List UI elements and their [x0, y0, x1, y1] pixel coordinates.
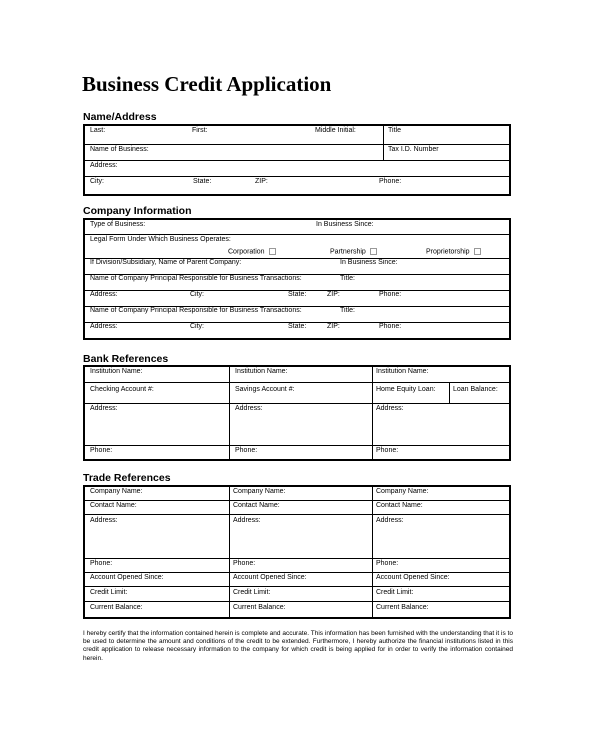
proprietorship-option[interactable] — [426, 248, 481, 256]
certification-statement: I hereby certify that the information contained herein is complete and accurate. This information has been furnished with the understanding that it is to be used to determine the amount and conditions of the credit to be extended. Furthermore, I hereby authorize the financial institutions listed in this credit application to release necessary information to the company for which credit is being applied for in order to verify the information contained herein. — [83, 630, 513, 662]
bank-2-address-field[interactable]: Address: — [235, 405, 263, 412]
name-address-box — [83, 124, 511, 196]
in-business-since-field[interactable]: In Business Since: — [316, 221, 374, 228]
partnership-option[interactable] — [330, 248, 377, 256]
trade-2-account-opened-field[interactable]: Account Opened Since: — [233, 574, 307, 581]
company-information-heading: Company Information — [83, 205, 192, 217]
middle-initial-field[interactable]: Middle Initial: — [315, 127, 356, 134]
trade-1-current-balance-field[interactable]: Current Balance: — [90, 604, 143, 611]
trade-2-company-field[interactable]: Company Name: — [233, 488, 286, 495]
corporation-option[interactable] — [228, 248, 276, 256]
trade-2-address-field[interactable]: Address: — [233, 517, 261, 524]
trade-3-credit-limit-field[interactable]: Credit Limit: — [376, 589, 414, 596]
principal-1-title-field[interactable]: Title: — [340, 275, 355, 282]
checking-account-field[interactable]: Checking Account #: — [90, 386, 154, 393]
trade-1-phone-field[interactable]: Phone: — [90, 560, 113, 567]
principal-2-city-field[interactable]: City: — [190, 323, 204, 330]
trade-1-address-field[interactable]: Address: — [90, 517, 118, 524]
principal-2-state-field[interactable]: State: — [288, 323, 307, 330]
trade-3-phone-field[interactable]: Phone: — [376, 560, 399, 567]
trade-1-contact-field[interactable]: Contact Name: — [90, 502, 137, 509]
bank-2-institution-field[interactable]: Institution Name: — [235, 368, 288, 375]
bank-references-heading: Bank References — [83, 353, 169, 365]
tax-id-field[interactable]: Tax I.D. Number — [388, 146, 439, 153]
home-equity-loan-field[interactable]: Home Equity Loan: — [376, 386, 436, 393]
principal-2-name-field[interactable]: Name of Company Principal Responsible for Business Transactions: — [90, 307, 302, 314]
trade-2-current-balance-field[interactable]: Current Balance: — [233, 604, 286, 611]
last-name-field[interactable]: Last: — [90, 127, 106, 134]
trade-3-contact-field[interactable]: Contact Name: — [376, 502, 423, 509]
name-address-heading: Name/Address — [83, 111, 157, 123]
principal-1-address-field[interactable]: Address: — [90, 291, 118, 298]
parent-company-field[interactable]: If Division/Subsidiary, Name of Parent Company: — [90, 259, 242, 266]
trade-references-heading: Trade References — [83, 472, 171, 484]
trade-references-box — [83, 485, 511, 619]
trade-3-address-field[interactable]: Address: — [376, 517, 404, 524]
bank-2-phone-field[interactable]: Phone: — [235, 447, 258, 454]
principal-2-address-field[interactable]: Address: — [90, 323, 118, 330]
trade-1-account-opened-field[interactable]: Account Opened Since: — [90, 574, 164, 581]
principal-2-zip-field[interactable]: ZIP: — [327, 323, 340, 330]
parent-in-business-since-field[interactable]: In Business Since: — [340, 259, 398, 266]
bank-3-phone-field[interactable]: Phone: — [376, 447, 399, 454]
trade-3-account-opened-field[interactable]: Account Opened Since: — [376, 574, 450, 581]
partnership-checkbox[interactable] — [370, 248, 377, 255]
principal-1-state-field[interactable]: State: — [288, 291, 307, 298]
title-field[interactable]: Title — [388, 127, 401, 134]
page-title: Business Credit Application — [82, 72, 332, 96]
trade-3-current-balance-field[interactable]: Current Balance: — [376, 604, 429, 611]
city-field[interactable]: City: — [90, 178, 104, 185]
savings-account-field[interactable]: Savings Account #: — [235, 386, 295, 393]
bank-1-institution-field[interactable]: Institution Name: — [90, 368, 143, 375]
trade-2-contact-field[interactable]: Contact Name: — [233, 502, 280, 509]
bank-references-box — [83, 365, 511, 461]
state-field[interactable]: State: — [193, 178, 212, 185]
corporation-label: Corporation — [228, 248, 265, 256]
trade-1-company-field[interactable]: Company Name: — [90, 488, 143, 495]
bank-3-institution-field[interactable]: Institution Name: — [376, 368, 429, 375]
type-of-business-field[interactable]: Type of Business: — [90, 221, 146, 228]
corporation-checkbox[interactable] — [269, 248, 276, 255]
proprietorship-checkbox[interactable] — [474, 248, 481, 255]
principal-2-phone-field[interactable]: Phone: — [379, 323, 402, 330]
legal-form-label: Legal Form Under Which Business Operates: — [90, 236, 231, 243]
trade-2-phone-field[interactable]: Phone: — [233, 560, 256, 567]
first-name-field[interactable]: First: — [192, 127, 208, 134]
zip-field[interactable]: ZIP: — [255, 178, 268, 185]
principal-1-city-field[interactable]: City: — [190, 291, 204, 298]
trade-2-credit-limit-field[interactable]: Credit Limit: — [233, 589, 271, 596]
business-name-field[interactable]: Name of Business: — [90, 146, 149, 153]
principal-1-zip-field[interactable]: ZIP: — [327, 291, 340, 298]
trade-1-credit-limit-field[interactable]: Credit Limit: — [90, 589, 128, 596]
bank-3-address-field[interactable]: Address: — [376, 405, 404, 412]
loan-balance-field[interactable]: Loan Balance: — [453, 386, 498, 393]
principal-1-phone-field[interactable]: Phone: — [379, 291, 402, 298]
address-field[interactable]: Address: — [90, 162, 118, 169]
principal-2-title-field[interactable]: Title: — [340, 307, 355, 314]
trade-3-company-field[interactable]: Company Name: — [376, 488, 429, 495]
principal-1-name-field[interactable]: Name of Company Principal Responsible for Business Transactions: — [90, 275, 302, 282]
partnership-label: Partnership — [330, 248, 366, 256]
bank-1-phone-field[interactable]: Phone: — [90, 447, 113, 454]
phone-field[interactable]: Phone: — [379, 178, 402, 185]
bank-1-address-field[interactable]: Address: — [90, 405, 118, 412]
proprietorship-label: Proprietorship — [426, 248, 470, 256]
